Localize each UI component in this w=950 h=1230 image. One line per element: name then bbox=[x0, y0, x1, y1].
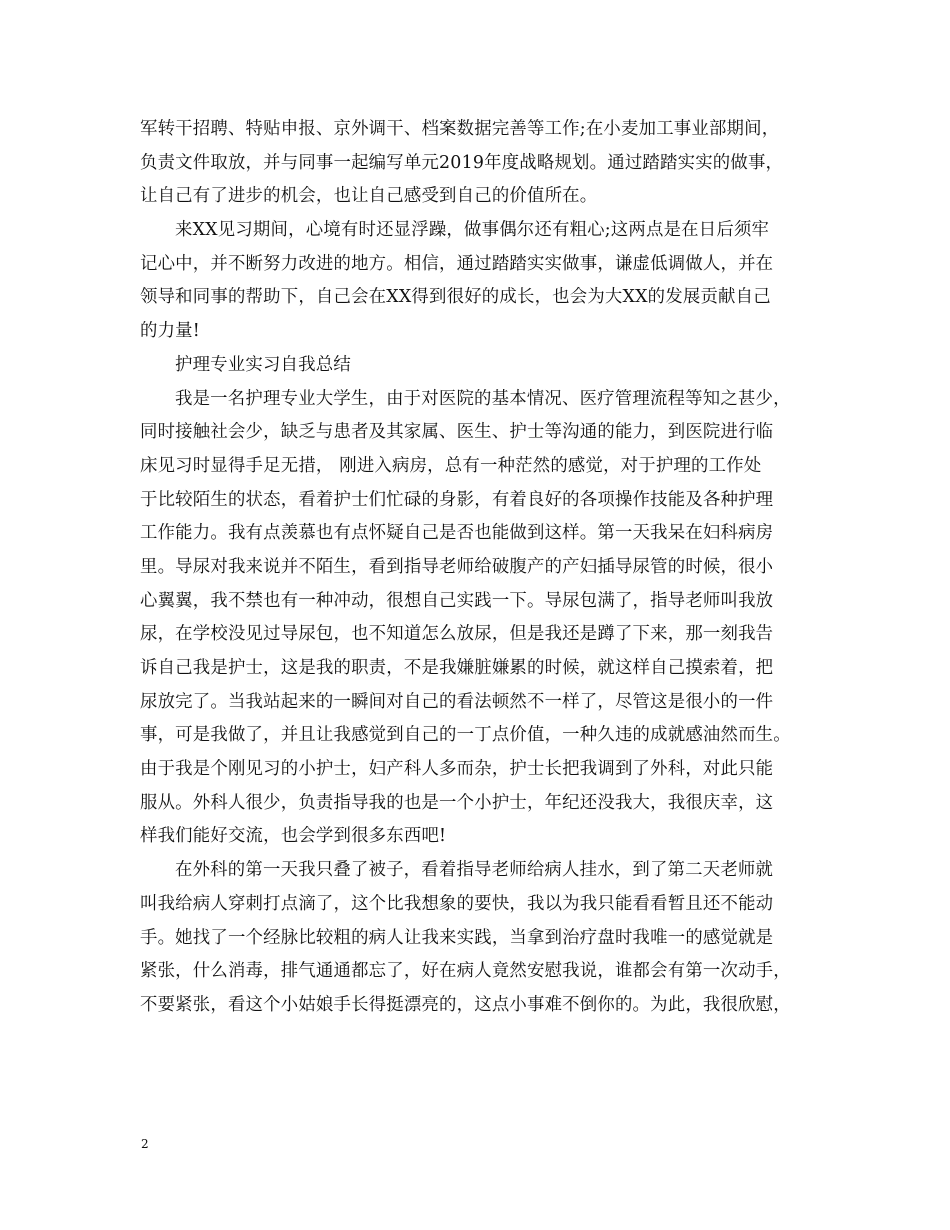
paragraph-first-line: 来XX见习期间，心境有时还显浮躁，做事偶尔还有粗心;这两点是在日后须牢 bbox=[175, 220, 770, 241]
text-line: 的力量! bbox=[140, 321, 200, 342]
page-number: 2 bbox=[141, 1137, 149, 1151]
text-line: 诉自己我是护士，这是我的职责，不是我嫌脏嫌累的时候，就这样自己摸索着，把 bbox=[140, 658, 774, 678]
text-line: 床见习时显得手足无措， 刚进入病房，总有一种茫然的感觉，对于护理的工作处 bbox=[140, 455, 762, 476]
text-line: 负责文件取放，并与同事一起编写单元2019年度战略规划。通过踏踏实实的做事， bbox=[140, 152, 784, 173]
section-heading: 护理专业实习自我总结 bbox=[175, 354, 351, 375]
text-line: 由于我是个刚见习的小护士，妇产科人多而杂，护士长把我调到了外科，对此只能 bbox=[140, 759, 774, 780]
document-body bbox=[140, 113, 840, 1023]
text-line: 军转干招聘、特贴申报、京外调干、档案数据完善等工作;在小麦加工事业部期间， bbox=[140, 119, 780, 139]
text-line: 领导和同事的帮助下，自己会在XX得到很好的成长，也会为大XX的发展贡献自己 bbox=[140, 287, 771, 308]
text-line: 同时接触社会少，缺乏与患者及其家属、医生、护士等沟通的能力，到医院进行临 bbox=[140, 422, 774, 443]
text-line: 不要紧张，看这个小姑娘手长得挺漂亮的，这点小事难不倒你的。为此，我很欣慰， bbox=[140, 994, 791, 1015]
paragraph-first-line: 我是一名护理专业大学生，由于对医院的基本情况、医疗管理流程等知之甚少， bbox=[175, 388, 791, 409]
text-line: 手。她找了一个经脉比较粗的病人让我来实践，当拿到治疗盘时我唯一的感觉就是 bbox=[140, 927, 774, 948]
text-line: 叫我给病人穿刺打点滴了，这个比我想象的要快，我以为我只能看看暂且还不能动 bbox=[140, 893, 774, 914]
paragraph-first-line: 在外科的第一天我只叠了被子，看着指导老师给病人挂水，到了第二天老师就 bbox=[175, 860, 774, 881]
text-line: 心翼翼，我不禁也有一种冲动，很想自己实践一下。导尿包满了，指导老师叫我放 bbox=[140, 590, 774, 611]
text-line: 让自己有了进步的机会，也让自己感受到自己的价值所在。 bbox=[140, 186, 598, 207]
text-line: 尿，在学校没见过导尿包，也不知道怎么放尿，但是我还是蹲了下来，那一刻我告 bbox=[140, 624, 774, 645]
text-line: 于比较陌生的状态，看着护士们忙碌的身影，有着良好的各项操作技能及各种护理 bbox=[140, 489, 774, 510]
text-line: 紧张，什么消毒，排气通通都忘了，好在病人竟然安慰我说，谁都会有第一次动手， bbox=[140, 961, 791, 982]
text-line: 样我们能好交流，也会学到很多东西吧! bbox=[140, 826, 447, 847]
text-line: 服从。外科人很少，负责指导我的也是一个小护士，年纪还没我大，我很庆幸，这 bbox=[140, 792, 774, 813]
text-line: 记心中，并不断努力改进的地方。相信，通过踏踏实实做事，谦虚低调做人，并在 bbox=[140, 253, 774, 274]
text-line: 事，可是我做了，并且让我感觉到自己的一丁点价值，一种久违的成就感油然而生。 bbox=[140, 725, 791, 746]
text-line: 工作能力。我有点羡慕也有点怀疑自己是否也能做到这样。第一天我呆在妇科病房 bbox=[140, 523, 774, 544]
text-line: 里。导尿对我来说并不陌生，看到指导老师给破腹产的产妇插导尿管的时候，很小 bbox=[140, 556, 774, 577]
text-line: 尿放完了。当我站起来的一瞬间对自己的看法顿然不一样了，尽管这是很小的一件 bbox=[140, 691, 774, 712]
